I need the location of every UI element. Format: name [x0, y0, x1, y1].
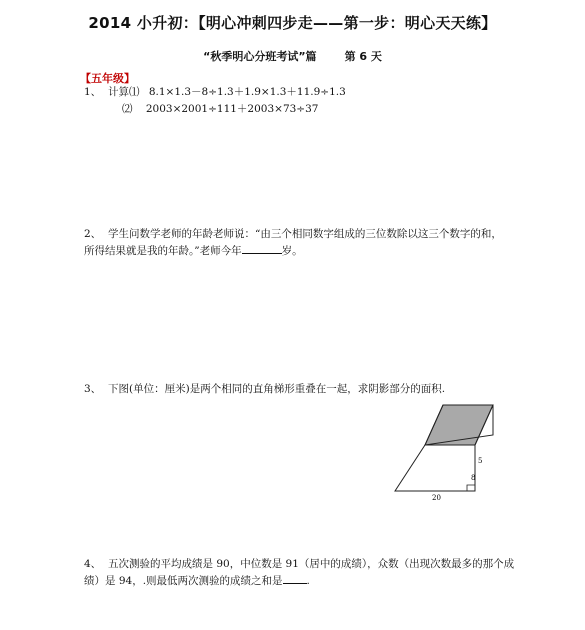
- q2-number: 2、: [84, 228, 102, 240]
- q2-line2: [84, 242, 303, 259]
- q4-line2-text: 绩）是 94，.则最低两次测验的成绩之和是: [84, 575, 283, 587]
- q1-expression2: 2003×2001÷111＋2003×73÷37: [145, 103, 319, 115]
- q4-answer-blank[interactable]: [283, 572, 307, 584]
- page-subtitle: [0, 48, 585, 64]
- right-angle-mark: [467, 485, 475, 491]
- q4-line2-end: .: [306, 575, 310, 587]
- q2-answer-blank[interactable]: [242, 242, 282, 254]
- q2-line1: 学生问数学老师的年龄老师说：“由三个相同数字组成的三位数除以这三个数字的和，: [108, 228, 502, 240]
- shaded-region: [425, 405, 493, 445]
- page-title: 2014 小升初：【明心冲刺四步走——第一步：明心天天练】: [88, 14, 497, 32]
- q2-line2-end: 岁。: [281, 245, 303, 257]
- q1-label1: 计算⑴: [108, 86, 140, 98]
- q3-text: 下图(单位：厘米)是两个相同的直角梯形重叠在一起，求阴影部分的面积.: [108, 383, 446, 395]
- label-20: 20: [432, 494, 441, 502]
- q1-part1: [108, 84, 346, 100]
- q1-part2: [122, 101, 318, 117]
- grade-label: 【五年级】: [80, 72, 135, 85]
- q4-line2: [84, 572, 310, 589]
- label-8: 8: [471, 474, 476, 482]
- lower-trapezoid: [395, 445, 475, 491]
- subtitle-text: “秋季明心分班考试”篇: [203, 50, 317, 63]
- day-label: 第 6 天: [344, 50, 382, 63]
- q3-number: 3、: [84, 383, 102, 395]
- trapezoid-figure: [380, 395, 500, 505]
- q4-number: 4、: [84, 558, 102, 570]
- q1-number: 1、: [84, 86, 102, 98]
- label-5: 5: [478, 457, 483, 465]
- q2-line2-text: 所得结果就是我的年龄。”老师今年: [84, 245, 242, 257]
- q4-line1: 五次测验的平均成绩是 90，中位数是 91（居中的成绩），众数（出现次数最多的那个成: [108, 558, 515, 570]
- q1-expression1: 8.1×1.3－8÷1.3＋1.9×1.3＋11.9÷1.3: [148, 86, 346, 98]
- q1-label2: ⑵: [122, 103, 133, 115]
